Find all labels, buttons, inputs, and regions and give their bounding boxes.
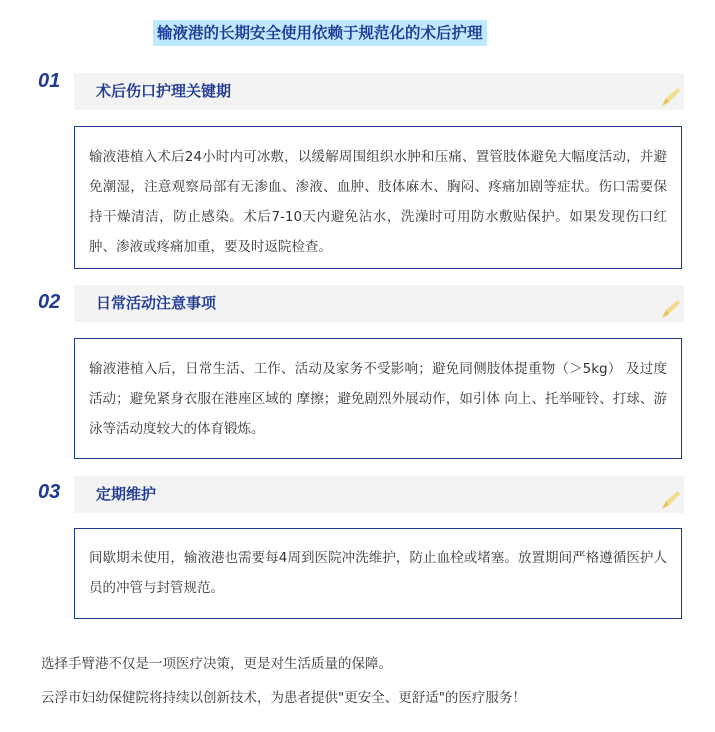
pencil-icon bbox=[660, 298, 682, 320]
section-heading: 术后伤口护理关键期 bbox=[96, 82, 232, 100]
section-header bbox=[74, 285, 684, 322]
section-body: 间歇期未使用，输液港也需要每4周到医院冲洗维护，防止血栓或堵塞。放置期间严格遵循医护人员的冲管与封管规范。 bbox=[89, 550, 667, 596]
section-header bbox=[74, 73, 684, 110]
section-body-box bbox=[74, 126, 682, 269]
section-body-box bbox=[74, 338, 682, 459]
section-number: 03 bbox=[38, 481, 61, 503]
section-body: 输液港植入后，日常生活、工作、活动及家务不受影响；避免同侧肢体提重物（＞5kg） 及过度活动；避免紧身衣服在港座区域的 摩擦；避免剧烈外展动作，如引体 向上、托举哑铃、打球、游泳等活动度较大的体育锻炼。 bbox=[89, 361, 667, 437]
pencil-icon bbox=[660, 86, 682, 108]
section-body-box bbox=[74, 528, 682, 619]
section-heading: 日常活动注意事项 bbox=[96, 294, 217, 312]
pencil-icon bbox=[660, 489, 682, 511]
section-header bbox=[74, 476, 684, 513]
section-body: 输液港植入术后24小时内可冰敷，以缓解周围组织水肿和压痛、置管肢体避免大幅度活动，并避免潮湿，注意观察局部有无渗血、渗液、血肿、肢体麻木、胸闷、疼痛加剧等症状。伤口需要保持干燥清洁，防止感染。术后7-10天内避免沾水，洗澡时可用防水敷贴保护。如果发现伤口红肿、渗液或疼痛加重，要及时返院检查。 bbox=[89, 149, 667, 255]
section-heading: 定期维护 bbox=[96, 485, 157, 503]
footer-line: 选择手臂港不仅是一项医疗决策，更是对生活质量的保障。 bbox=[41, 656, 392, 672]
page-title: 输液港的长期安全使用依赖于规范化的术后护理 bbox=[153, 20, 487, 46]
section-number: 02 bbox=[38, 291, 61, 313]
footer-line: 云浮市妇幼保健院将持续以创新技术，为患者提供"更安全、更舒适"的医疗服务！ bbox=[41, 690, 526, 706]
section-number: 01 bbox=[38, 70, 61, 92]
